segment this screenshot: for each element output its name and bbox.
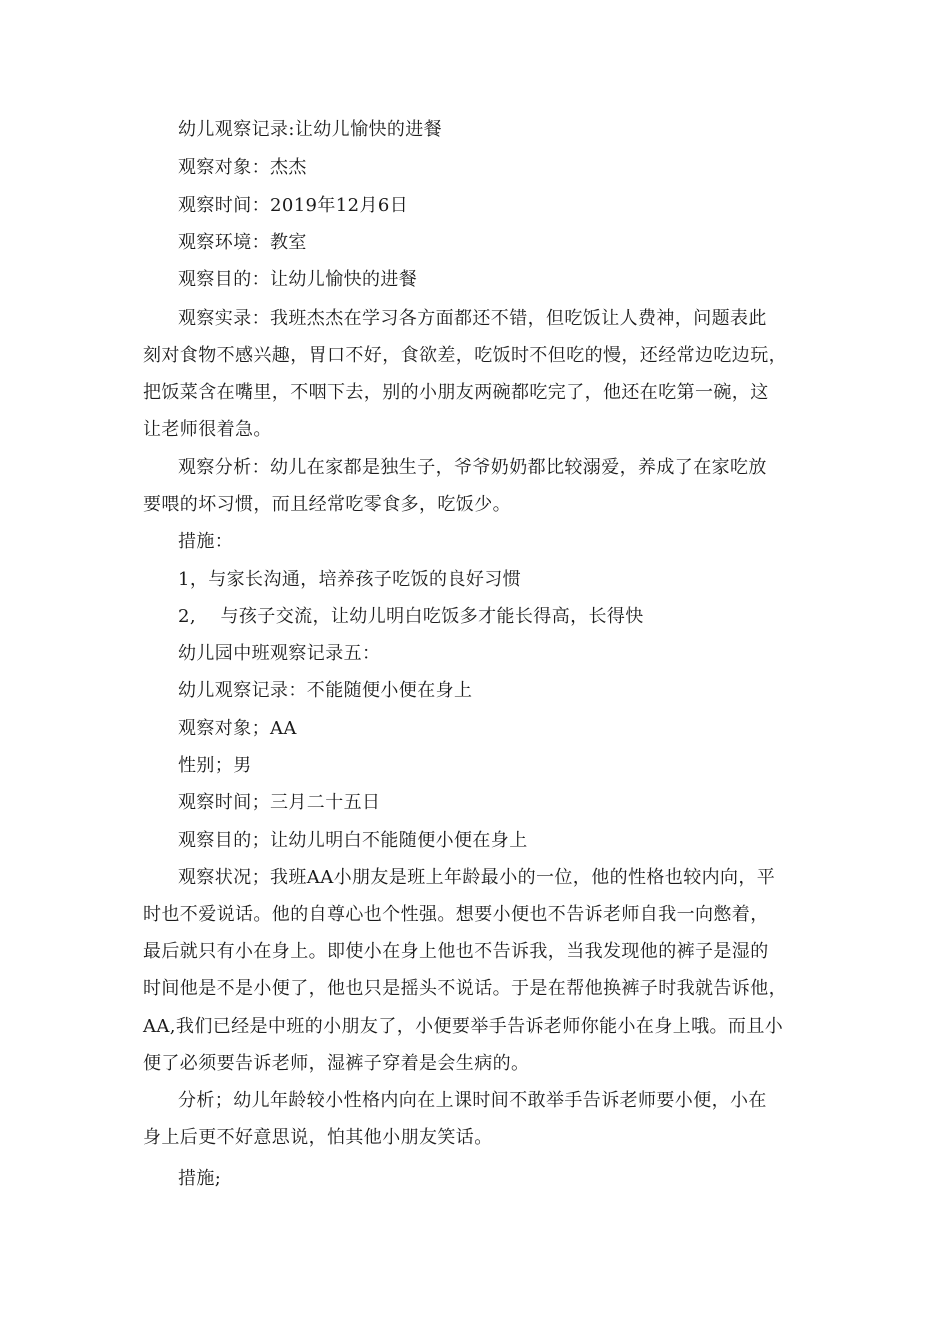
observation-notes-line: 让老师很着急。 bbox=[143, 419, 272, 440]
measures-heading: 措施： bbox=[178, 531, 234, 552]
observation-purpose: 观察目的；让幼儿明白不能随便小便在身上 bbox=[178, 830, 528, 851]
observation-gender: 性别；男 bbox=[178, 755, 252, 776]
observation-status-line: 便了必须要告诉老师，湿裤子穿着是会生病的。 bbox=[143, 1053, 530, 1074]
analysis-line: 身上后更不好意思说，怕其他小朋友笑话。 bbox=[143, 1127, 493, 1148]
observation-subject: 观察对象；AA bbox=[178, 718, 297, 739]
observation-environment: 观察环境：教室 bbox=[178, 232, 307, 253]
observation-status-line: 时也不爱说话。他的自尊心也个性强。想要小便也不告诉老师自我一向憋着， bbox=[143, 904, 769, 925]
observation-time: 观察时间：2019年12月6日 bbox=[178, 195, 409, 216]
observation-notes-line: 把饭菜含在嘴里，不咽下去，别的小朋友两碗都吃完了，他还在吃第一碗，这 bbox=[143, 382, 769, 403]
observation-status-line: 最后就只有小在身上。即使小在身上他也不告诉我，当我发现他的裤子是湿的 bbox=[143, 941, 769, 962]
observation-status-line: 观察状况；我班AA小朋友是班上年龄最小的一位，他的性格也较内向，平 bbox=[178, 867, 776, 888]
observation-time: 观察时间；三月二十五日 bbox=[178, 792, 381, 813]
record-title: 幼儿观察记录：不能随便小便在身上 bbox=[178, 680, 473, 701]
analysis-line: 分析；幼儿年龄较小性格内向在上课时间不敢举手告诉老师要小便，小在 bbox=[178, 1090, 767, 1111]
observation-notes-line: 刻对食物不感兴趣，胃口不好，食欲差，吃饭时不但吃的慢，还经常边吃边玩， bbox=[143, 345, 787, 366]
record-title: 幼儿观察记录:让幼儿愉快的进餐 bbox=[178, 119, 443, 140]
section-heading: 幼儿园中班观察记录五： bbox=[178, 643, 381, 664]
measure-item: 2, 与孩子交流，让幼儿明白吃饭多才能长得高，长得快 bbox=[178, 606, 644, 627]
observation-subject: 观察对象：杰杰 bbox=[178, 157, 307, 178]
observation-analysis-line: 要喂的坏习惯，而且经常吃零食多，吃饭少。 bbox=[143, 494, 511, 515]
measure-item: 1，与家长沟通，培养孩子吃饭的良好习惯 bbox=[178, 569, 522, 590]
observation-status-line: AA,我们已经是中班的小朋友了，小便要举手告诉老师你能小在身上哦。而且小 bbox=[143, 1016, 784, 1037]
measures-heading: 措施; bbox=[178, 1168, 222, 1189]
observation-notes-line: 观察实录：我班杰杰在学习各方面都还不错，但吃饭让人费神，问题表此 bbox=[178, 308, 767, 329]
observation-purpose: 观察目的：让幼儿愉快的进餐 bbox=[178, 269, 418, 290]
observation-analysis-line: 观察分析：幼儿在家都是独生子，爷爷奶奶都比较溺爱，养成了在家吃放 bbox=[178, 457, 767, 478]
observation-status-line: 时间他是不是小便了，他也只是摇头不说话。于是在帮他换裤子时我就告诉他， bbox=[143, 978, 787, 999]
